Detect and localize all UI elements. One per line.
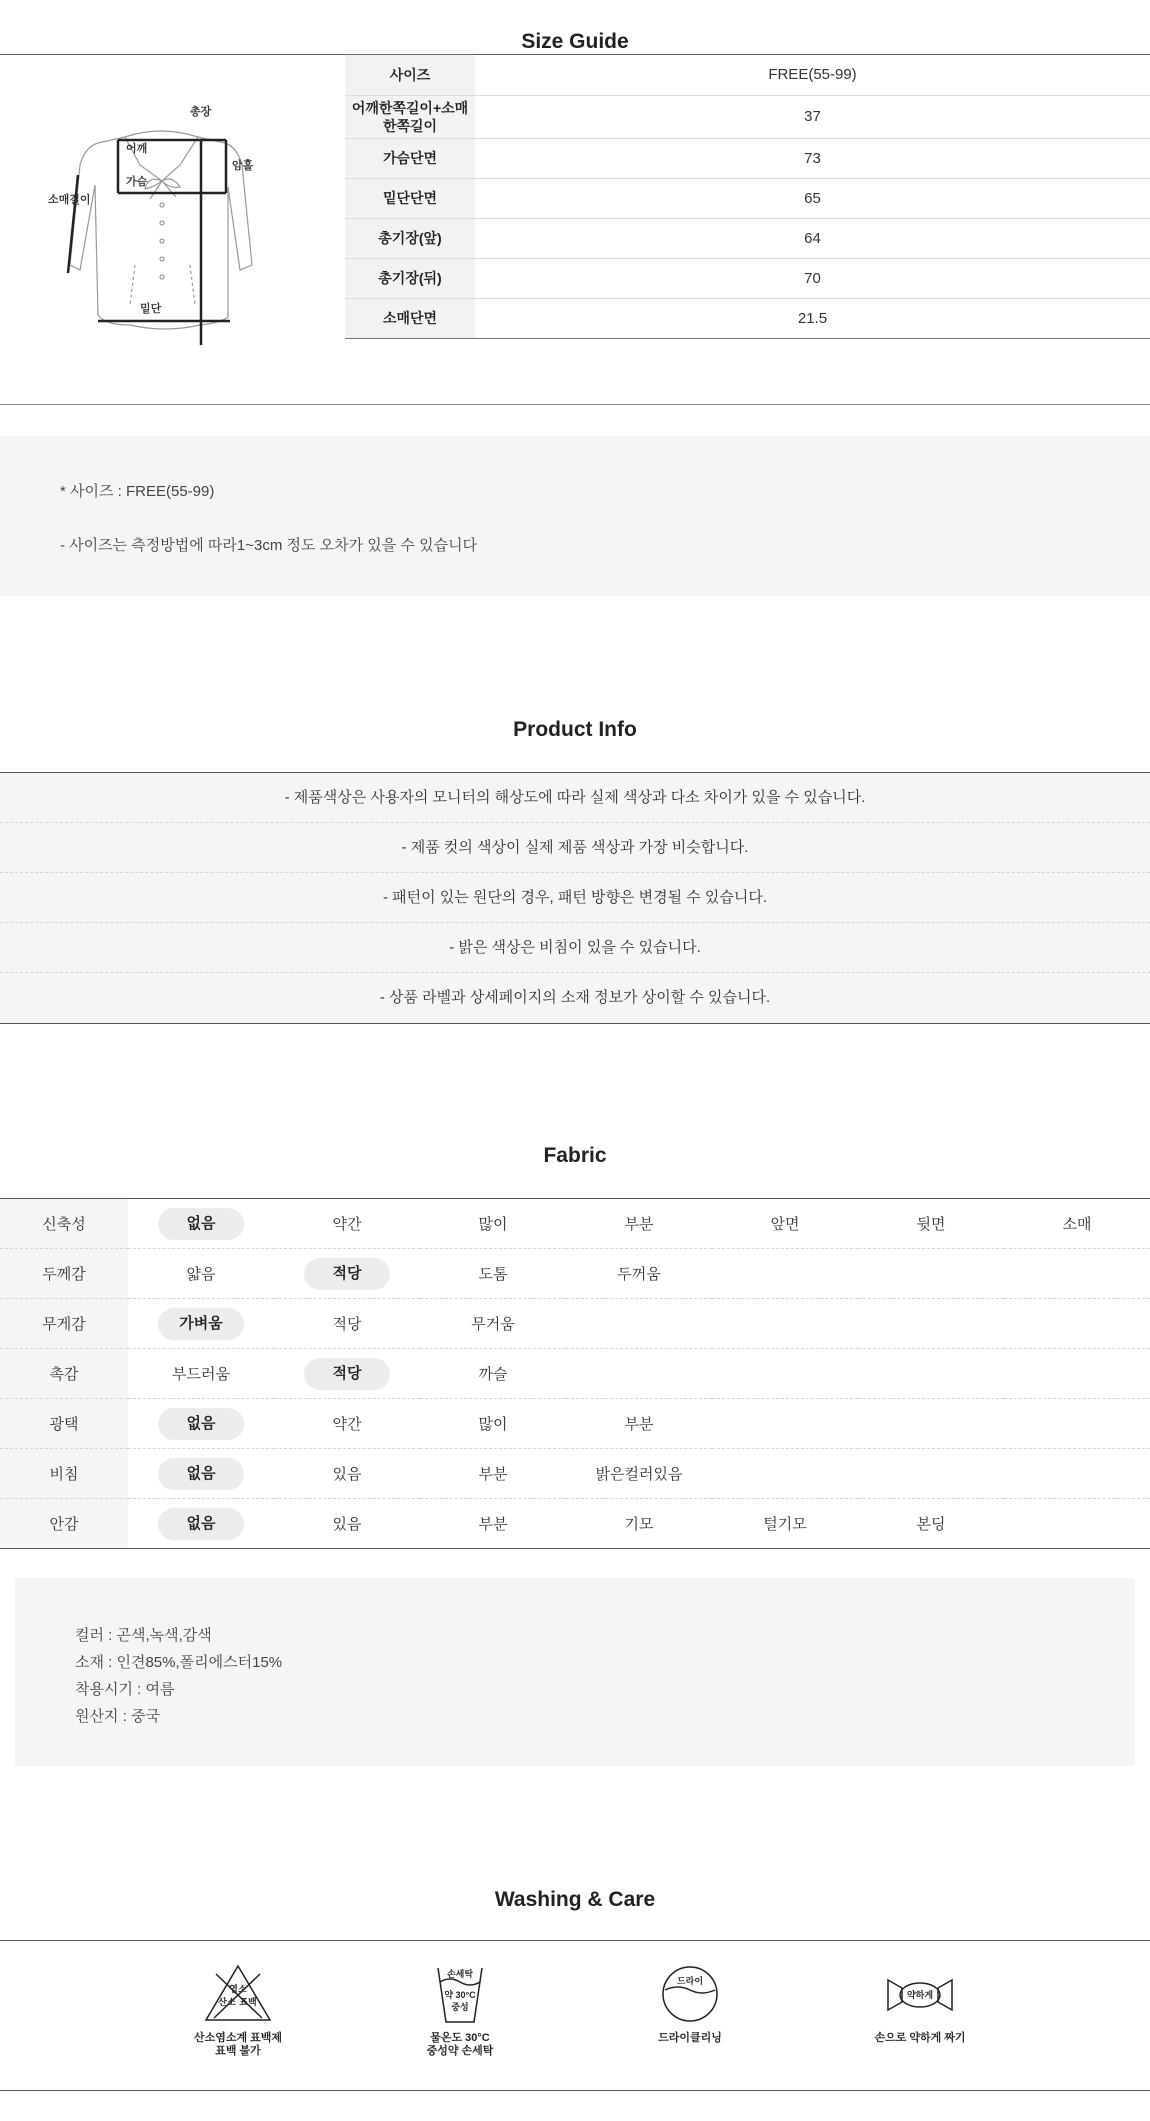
caption-line: 산소염소계 표백제: [193, 2032, 283, 2044]
fabric-table: [0, 1198, 1150, 1549]
fabric-option: [712, 1249, 858, 1299]
fabric-row: [0, 1299, 1150, 1349]
size-label: [345, 95, 475, 138]
care-caption: [840, 2032, 1000, 2045]
fabric-option: [274, 1349, 420, 1399]
fabric-row-label: 무게감: [0, 1299, 128, 1349]
fabric-option: 까슬: [420, 1349, 566, 1399]
size-label: 소매단면: [345, 298, 475, 338]
fabric-title: Fabric: [543, 1144, 607, 1167]
fabric-option: [1004, 1499, 1150, 1549]
fabric-option: 소매: [1004, 1199, 1150, 1249]
garment-diagram: [30, 95, 300, 365]
fabric-option-selected: 없음: [158, 1208, 244, 1240]
size-value: 64: [475, 218, 1150, 258]
diagram-label-shoulder: 어깨: [126, 143, 148, 155]
hand-wash-tub-icon: [424, 1962, 496, 2026]
fabric-option: [128, 1399, 274, 1449]
fabric-option: [1004, 1349, 1150, 1399]
size-note: - 사이즈는 측정방법에 따라1~3cm 정도 오차가 있을 수 있습니다: [60, 537, 478, 554]
fabric-option: [858, 1249, 1004, 1299]
product-info-title: Product Info: [513, 718, 637, 741]
fabric-row: [0, 1349, 1150, 1399]
table-row: [345, 218, 1150, 258]
size-value: 21.5: [475, 298, 1150, 338]
care-caption: [380, 2032, 540, 2058]
fabric-row-label: 촉감: [0, 1349, 128, 1399]
fabric-option: [1004, 1299, 1150, 1349]
fabric-option: [1004, 1449, 1150, 1499]
care-item: [158, 1962, 318, 2058]
fabric-option: [712, 1349, 858, 1399]
fabric-option: [128, 1449, 274, 1499]
no-bleach-triangle-icon: [202, 1962, 274, 2026]
dry-clean-circle-icon: [654, 1962, 726, 2026]
fabric-option: [712, 1449, 858, 1499]
size-guide-title: Size Guide: [521, 30, 629, 53]
caption-line: 표백 불가: [215, 2045, 261, 2057]
size-label-line2: 한쪽길이: [382, 117, 438, 134]
fabric-option: 부드러움: [128, 1349, 274, 1399]
divider: [0, 2090, 1150, 2091]
fabric-option: 약간: [274, 1399, 420, 1449]
washing-care-title: Washing & Care: [494, 1888, 656, 1911]
size-value: FREE(55-99): [475, 55, 1150, 95]
fabric-option: [1004, 1249, 1150, 1299]
list-item: - 상품 라벨과 상세페이지의 소재 정보가 상이할 수 있습니다.: [0, 973, 1150, 1023]
fabric-option: 털기모: [712, 1499, 858, 1549]
size-value: 37: [475, 95, 1150, 138]
spec-line: 컬러 : 곤색,녹색,감색: [75, 1627, 212, 1644]
fabric-row: [0, 1499, 1150, 1549]
fabric-option-selected: 가벼움: [158, 1308, 244, 1340]
icon-text: 표백: [239, 1997, 257, 2007]
table-row: [345, 298, 1150, 338]
diagram-label-sleeve: 소매길이: [48, 194, 91, 206]
size-label-line1: 어깨한쪽길이+소매: [351, 99, 469, 116]
size-value: 65: [475, 178, 1150, 218]
icon-text: 약 30°C: [444, 1990, 476, 2000]
fabric-option: [712, 1299, 858, 1349]
fabric-option: 도톰: [420, 1249, 566, 1299]
wring-gently-icon: [884, 1962, 956, 2026]
list-item: - 제품색상은 사용자의 모니터의 해상도에 따라 실제 색상과 다소 차이가 있을 수 있습니다.: [0, 773, 1150, 823]
icon-text: 드라이: [676, 1976, 704, 1986]
fabric-option: [712, 1399, 858, 1449]
fabric-row: [0, 1449, 1150, 1499]
fabric-option: 많이: [420, 1199, 566, 1249]
caption-line: 손으로 약하게 짜기: [874, 2032, 966, 2044]
table-row: [345, 95, 1150, 138]
product-info-list: [0, 772, 1150, 1024]
fabric-option: 얇음: [128, 1249, 274, 1299]
fabric-option: 있음: [274, 1449, 420, 1499]
fabric-row: [0, 1399, 1150, 1449]
caption-line: 물온도 30°C: [430, 2032, 490, 2044]
fabric-row-label: 비침: [0, 1449, 128, 1499]
fabric-option: 부분: [420, 1449, 566, 1499]
table-row: [345, 55, 1150, 95]
fabric-row-label: 안감: [0, 1499, 128, 1549]
divider: [0, 1940, 1150, 1941]
spec-line: 소재 : 인견85%,폴리에스터15%: [75, 1654, 283, 1671]
spec-line: 착용시기 : 여름: [75, 1681, 175, 1698]
fabric-row-label: 두께감: [0, 1249, 128, 1299]
fabric-option: 뒷면: [858, 1199, 1004, 1249]
size-label: 가슴단면: [345, 138, 475, 178]
diagram-label-hem: 밑단: [140, 303, 162, 315]
fabric-option-selected: 적당: [304, 1258, 390, 1290]
fabric-option: 무거움: [420, 1299, 566, 1349]
diagram-label-armhole: 암홀: [232, 160, 254, 172]
fabric-option: [274, 1249, 420, 1299]
table-row: [345, 138, 1150, 178]
fabric-option: 부분: [566, 1199, 712, 1249]
fabric-option: 있음: [274, 1499, 420, 1549]
caption-line: 중성약 손세탁: [426, 2045, 494, 2057]
fabric-option: 밝은컬러있음: [566, 1449, 712, 1499]
fabric-option: 앞면: [712, 1199, 858, 1249]
icon-text: 산소: [218, 1997, 236, 2007]
care-item: [610, 1962, 770, 2045]
icon-text: 약하게: [906, 1990, 934, 2000]
fabric-option: 두꺼움: [566, 1249, 712, 1299]
size-label: 총기장(앞): [345, 218, 475, 258]
fabric-option: 본딩: [858, 1499, 1004, 1549]
divider: [0, 404, 1150, 405]
fabric-option: 기모: [566, 1499, 712, 1549]
care-item: [380, 1962, 540, 2058]
diagram-label-chest: 가슴: [126, 176, 148, 188]
size-note: * 사이즈 : FREE(55-99): [60, 483, 215, 500]
fabric-option-selected: 적당: [304, 1358, 390, 1390]
fabric-option: [858, 1449, 1004, 1499]
fabric-option: [858, 1399, 1004, 1449]
list-item: - 밝은 색상은 비침이 있을 수 있습니다.: [0, 923, 1150, 973]
fabric-option: [566, 1349, 712, 1399]
fabric-option-selected: 없음: [158, 1458, 244, 1490]
fabric-option: 적당: [274, 1299, 420, 1349]
care-caption: [610, 2032, 770, 2045]
diagram-label-total-length: 총장: [190, 106, 212, 118]
fabric-row-label: 광택: [0, 1399, 128, 1449]
fabric-option: 약간: [274, 1199, 420, 1249]
icon-text: 중성: [451, 2002, 469, 2012]
fabric-option: [128, 1299, 274, 1349]
icon-text: 손세탁: [446, 1969, 474, 1979]
size-label: 총기장(뒤): [345, 258, 475, 298]
fabric-option-selected: 없음: [158, 1408, 244, 1440]
fabric-option: 부분: [420, 1499, 566, 1549]
size-table: [345, 55, 1150, 339]
care-caption: [158, 2032, 318, 2058]
table-row: [345, 178, 1150, 218]
fabric-option: [128, 1199, 274, 1249]
fabric-option: [566, 1299, 712, 1349]
fabric-row: [0, 1199, 1150, 1249]
fabric-row-label: 신축성: [0, 1199, 128, 1249]
fabric-option: 많이: [420, 1399, 566, 1449]
list-item: - 패턴이 있는 원단의 경우, 패턴 방향은 변경될 수 있습니다.: [0, 873, 1150, 923]
fabric-option: [1004, 1399, 1150, 1449]
fabric-row: [0, 1249, 1150, 1299]
fabric-option: 부분: [566, 1399, 712, 1449]
size-notice-box: [0, 436, 1150, 596]
fabric-option-selected: 없음: [158, 1508, 244, 1540]
fabric-spec-box: [15, 1578, 1135, 1766]
size-value: 73: [475, 138, 1150, 178]
fabric-option: [858, 1299, 1004, 1349]
care-item: [840, 1962, 1000, 2045]
caption-line: 드라이클리닝: [658, 2032, 722, 2044]
size-label: 밑단단면: [345, 178, 475, 218]
fabric-option: [858, 1349, 1004, 1399]
table-row: [345, 258, 1150, 298]
spec-line: 원산지 : 중국: [75, 1708, 160, 1725]
list-item: - 제품 컷의 색상이 실제 제품 색상과 가장 비슷합니다.: [0, 823, 1150, 873]
size-label: 사이즈: [345, 55, 475, 95]
fabric-option: [128, 1499, 274, 1549]
size-value: 70: [475, 258, 1150, 298]
icon-text: 염소: [229, 1984, 247, 1994]
